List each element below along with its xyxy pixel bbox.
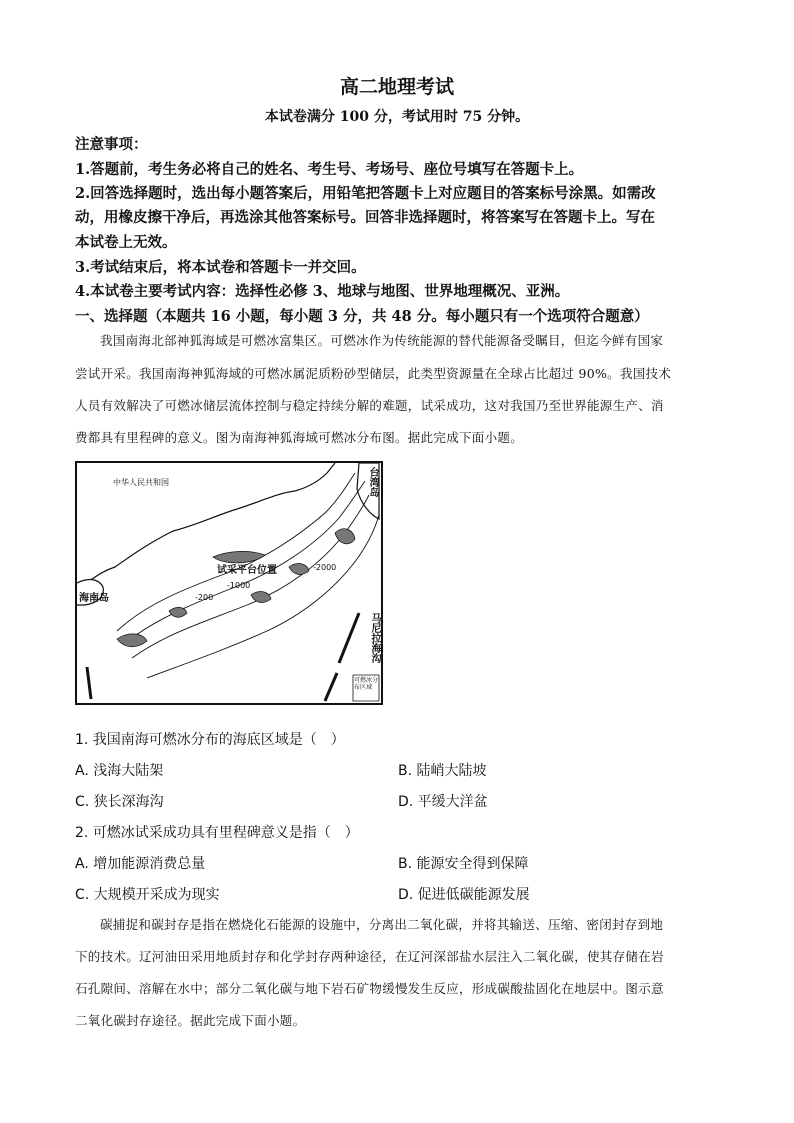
notice-heading: 注意事项： (75, 136, 148, 153)
passage1-line: 尝试开采。我国南海神狐海域的可燃冰属泥质粉砂型储层，此类型资源量在全球占比超过 90%。我国技术 (75, 366, 672, 381)
map-label-hainan: 海南岛 (79, 593, 109, 604)
map-label-trench: 马尼拉海沟 (369, 613, 380, 663)
notice-line: 1.答题前，考生务必将自己的姓名、考生号、考场号、座位号填写在答题卡上。 (75, 161, 584, 178)
passage1-line: 费都具有里程碑的意义。图为南海神狐海域可燃冰分布图。据此完成下面小题。 (75, 430, 524, 445)
isobath-2000 (132, 495, 369, 658)
gas-hydrate-map (75, 461, 383, 705)
map-label-platform: 试采平台位置 (217, 565, 277, 576)
passage2-line: 二氧化碳封存途径。据此完成下面小题。 (75, 1013, 306, 1028)
question-1-option-d: D. 平缓大洋盆 (398, 794, 488, 810)
notice-line: 3.考试结束后，将本试卷和答题卡一并交回。 (75, 259, 366, 276)
map-label-taiwan: 台湾岛 (367, 467, 378, 497)
page-title: 高二地理考试 (339, 76, 454, 98)
trench-line (325, 673, 337, 701)
question-2-option-b: B. 能源安全得到保障 (398, 856, 529, 872)
map-legend-label: 可燃冰分布区域 (354, 677, 379, 691)
passage2-line: 碳捕捉和碳封存是指在燃烧化石能源的设施中，分离出二氧化碳，并将其输送、压缩、密闭封存到地 (100, 917, 664, 932)
question-2-option-c: C. 大规模开采成为现实 (75, 887, 220, 903)
question-1-option-b: B. 陆峭大陆坡 (398, 763, 487, 779)
hydrate-zone (117, 634, 147, 647)
map-label-isobath-1000: -1000 (227, 581, 251, 590)
question-2-stem: 2. 可燃冰试采成功具有里程碑意义是指（ ） (75, 825, 359, 841)
passage2-line: 下的技术。辽河油田采用地质封存和化学封存两种途径，在辽河深部盐水层注入二氧化碳，使其存储在岩 (75, 949, 664, 964)
hydrate-zone (169, 607, 187, 617)
notice-line: 动，用橡皮擦干净后，再选涂其他答案标号。回答非选择题时，将答案写在答题卡上。写在 (75, 209, 655, 226)
question-1-option-a: A. 浅海大陆架 (75, 763, 164, 779)
map-label-china: 中华人民共和国 (113, 478, 169, 487)
passage2-line: 石孔隙间、溶解在水中；部分二氧化碳与地下岩石矿物缓慢发生反应，形成碳酸盐固化在地层中。图示意 (75, 981, 664, 996)
hydrate-zone (251, 592, 271, 603)
notice-line: 2.回答选择题时，选出每小题答案后，用铅笔把答题卡上对应题目的答案标号涂黑。如需改 (75, 185, 656, 202)
question-2-option-d: D. 促进低碳能源发展 (398, 887, 530, 903)
map-label-isobath-2000: -2000 (313, 563, 337, 572)
question-1-option-c: C. 狭长深海沟 (75, 794, 164, 810)
notice-line: 4.本试卷主要考试内容：选择性必修 3、地球与地图、世界地理概况、亚洲。 (75, 283, 570, 300)
question-1-stem: 1. 我国南海可燃冰分布的海底区域是（ ） (75, 732, 345, 748)
trench-line (339, 613, 359, 663)
section-heading: 一、选择题（本题共 16 小题，每小题 3 分，共 48 分。每小题只有一个选项符合题意） (75, 308, 649, 325)
exam-subtitle: 本试卷满分 100 分，考试用时 75 分钟。 (264, 109, 530, 125)
hydrate-zone (289, 564, 309, 575)
scale-bar (87, 667, 91, 699)
map-label-isobath-200: -200 (195, 593, 214, 602)
passage1-line: 我国南海北部神狐海域是可燃冰富集区。可燃冰作为传统能源的替代能源备受瞩目，但迄今鲜有国家 (100, 333, 664, 348)
question-2-option-a: A. 增加能源消费总量 (75, 856, 206, 872)
notice-line: 本试卷上无效。 (75, 234, 177, 251)
passage1-line: 人员有效解决了可燃冰储层流体控制与稳定持续分解的难题，试采成功，这对我国乃至世界能源生产、消 (75, 398, 664, 413)
